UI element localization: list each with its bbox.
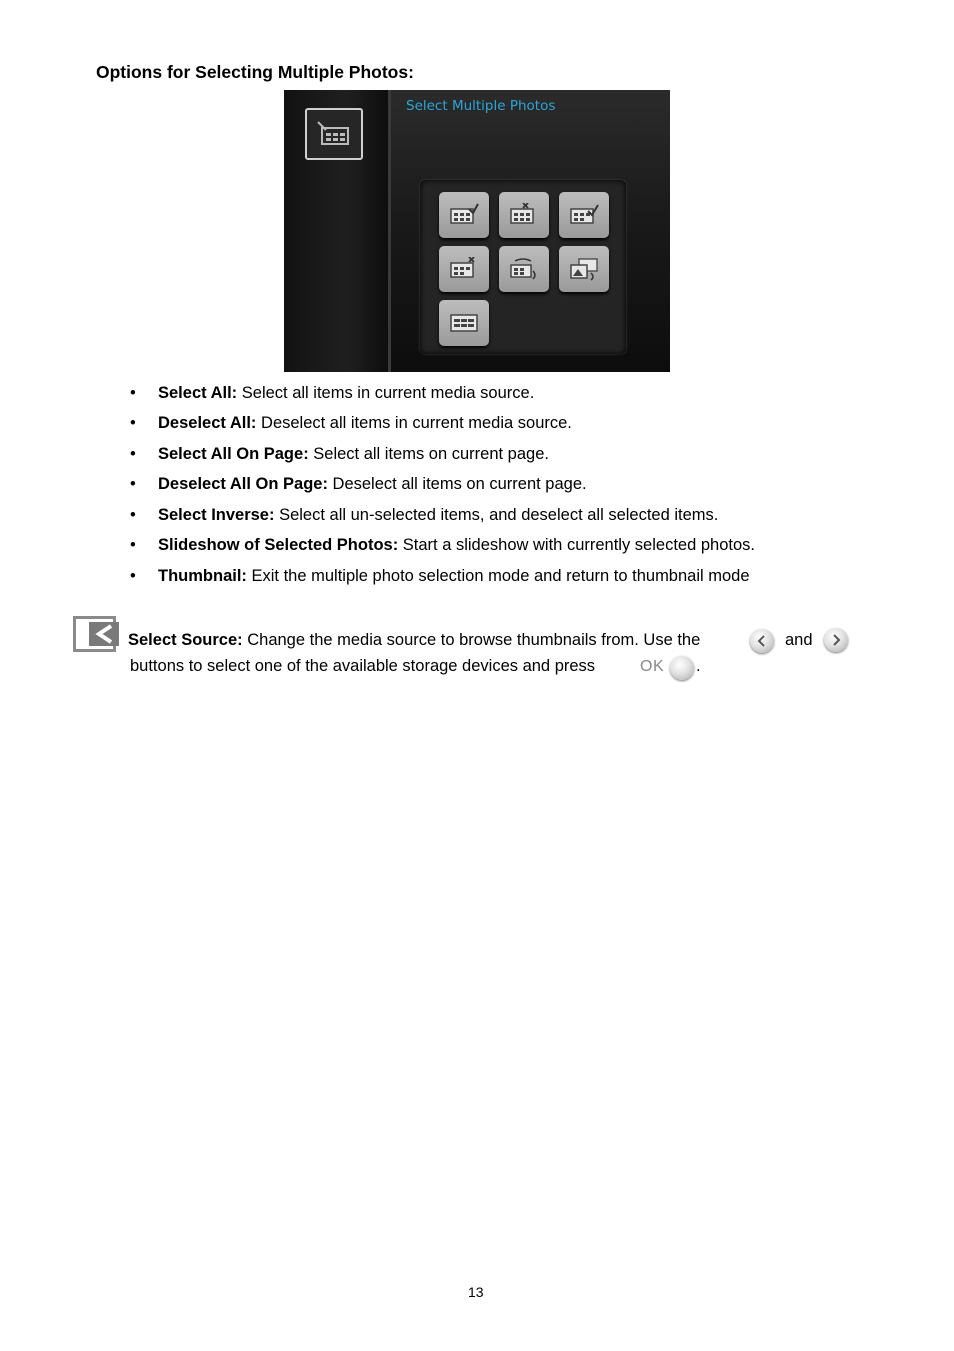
screen-title: Select Multiple Photos xyxy=(406,98,556,114)
and-text: and xyxy=(785,631,813,649)
options-panel xyxy=(420,180,626,354)
select-source-text-line1: Select Source: Change the media source to browse thumbnails from. Use the xyxy=(128,631,701,649)
list-item: • Slideshow of Selected Photos: Start a slideshow with currently selected photos. xyxy=(130,536,755,554)
deselect-all-icon[interactable] xyxy=(499,192,549,238)
list-item: • Select All On Page: Select all items on current page. xyxy=(130,445,549,463)
list-item: • Deselect All: Deselect all items in current media source. xyxy=(130,414,572,432)
thumbnail-icon[interactable] xyxy=(439,300,489,346)
left-arrow-button-icon xyxy=(750,629,774,653)
list-item: • Deselect All On Page: Deselect all items on current page. xyxy=(130,475,587,493)
select-all-on-page-icon[interactable] xyxy=(559,192,609,238)
section-heading: Options for Selecting Multiple Photos: xyxy=(96,62,414,82)
page-number: 13 xyxy=(468,1284,484,1300)
select-source-text-line2: buttons to select one of the available storage devices and press xyxy=(130,657,596,675)
select-all-icon[interactable] xyxy=(439,192,489,238)
list-item: • Select Inverse: Select all un-selected items, and deselect all selected items. xyxy=(130,506,719,524)
right-arrow-button-icon xyxy=(824,628,848,652)
ok-label: OK xyxy=(640,658,665,675)
multi-select-icon xyxy=(305,108,363,160)
screen-sidebar xyxy=(284,90,391,372)
period: . xyxy=(696,657,701,675)
deselect-all-on-page-icon[interactable] xyxy=(439,246,489,292)
slideshow-selected-icon[interactable] xyxy=(559,246,609,292)
screenshot-figure xyxy=(284,90,670,372)
select-inverse-icon[interactable] xyxy=(499,246,549,292)
list-item: • Select All: Select all items in current media source. xyxy=(130,384,535,402)
ok-button-icon xyxy=(670,656,694,680)
list-item: • Thumbnail: Exit the multiple photo selection mode and return to thumbnail mode xyxy=(130,567,750,585)
select-source-icon xyxy=(73,616,119,652)
